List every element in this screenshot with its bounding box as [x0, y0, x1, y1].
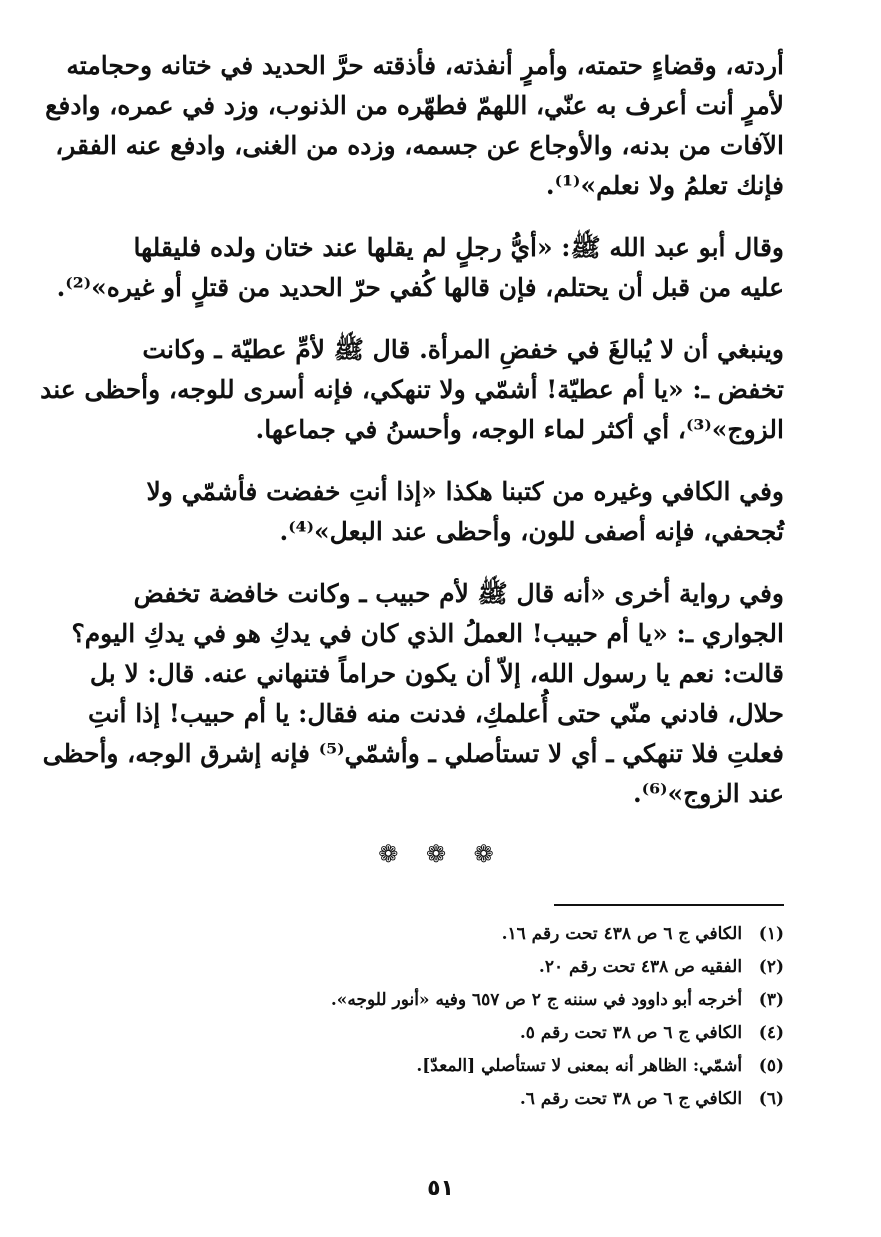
footnote-separator — [554, 904, 784, 906]
footnote-item — [98, 1050, 784, 1083]
text-line: حلال، فادني منّي حتى أُعلمكِ، فدنت منه فقال: يا أم حبيب! إذا أنتِ — [88, 699, 784, 728]
footnote-text: الكافي ج ٦ ص ٣٨ تحت رقم ٦. — [519, 1089, 743, 1109]
paragraph — [40, 330, 784, 450]
footnote-item — [98, 1083, 784, 1116]
text-line: الآفات من بدنه، والأوجاع عن جسمه، وزده من الغنى، وادفع عنه الفقر، — [55, 131, 784, 160]
text-line: أردته، وقضاءٍ حتمته، وأمرٍ أنفذته، فأذقته حرَّ الحديد في ختانه وحجامته — [66, 51, 784, 80]
footnote-number: (٢) — [758, 957, 784, 977]
footnote-number: (١) — [758, 924, 784, 944]
text-line: فعلتِ فلا تنهكي ـ أي لا تستأصلي ـ وأشمّي⁽⁵⁾ فإنه إشرق الوجه، وأحظى — [42, 739, 784, 768]
page-number: ٥١ — [427, 1176, 454, 1201]
footnotes-list — [98, 918, 784, 1116]
footnote-item — [98, 951, 784, 984]
footnote-text: الكافي ج ٦ ص ٣٨ تحت رقم ٥. — [519, 1023, 743, 1043]
paragraph — [45, 46, 784, 206]
text-line: عند الزوج»⁽⁶⁾. — [632, 779, 784, 808]
footnote-text: الكافي ج ٦ ص ٤٣٨ تحت رقم ١٦. — [501, 924, 743, 944]
footnote-item — [98, 1017, 784, 1050]
text-line: الزوج»⁽³⁾، أي أكثر لماء الوجه، وأحسنُ في جماعها. — [255, 415, 784, 444]
paragraph — [98, 472, 784, 552]
text-line: الجواري ـ: «يا أم حبيب! العملُ الذي كان في يدكِ هو في يدكِ اليوم؟ — [71, 619, 784, 648]
text-line: وقال أبو عبد الله ﷺ: «أيُّ رجلٍ لم يقلها عند ختان ولده فليقلها — [133, 233, 784, 262]
section-ornament: ❁ ❁ ❁ — [378, 840, 504, 868]
footnote-number: (٣) — [758, 990, 784, 1010]
page-body — [40, 46, 784, 1116]
paragraph — [56, 228, 784, 308]
text-line: عليه من قبل أن يحتلم، فإن قالها كُفي حرّ الحديد من قتلٍ أو غيره»⁽²⁾. — [56, 273, 784, 302]
main-text — [40, 46, 784, 814]
footnote-number: (٤) — [758, 1023, 784, 1043]
text-line: قالت: نعم يا رسول الله، إلاّ أن يكون حراماً فتنهاني عنه. قال: لا بل — [89, 659, 784, 688]
text-line: وفي رواية أخرى «أنه قال ﷺ لأم حبيب ـ وكانت خافضة تخفض — [133, 579, 784, 608]
footnote-text: أخرجه أبو داوود في سننه ج ٢ ص ٦٥٧ وفيه «أنور للوجه». — [330, 990, 743, 1010]
footnote-item — [98, 984, 784, 1017]
paragraph — [42, 574, 784, 814]
footnote-item — [98, 918, 784, 951]
text-line: فإنك تعلمُ ولا نعلم»⁽¹⁾. — [545, 171, 784, 200]
footnote-text: أشمّي: الظاهر أنه بمعنى لا تستأصلي [المعدّ]. — [416, 1056, 743, 1076]
text-line: وينبغي أن لا يُبالغَ في خفضِ المرأة. قال ﷺ لأمِّ عطيّة ـ وكانت — [142, 335, 784, 364]
footnote-number: (٦) — [758, 1089, 784, 1109]
text-line: لأمرٍ أنت أعرف به عنّي، اللهمّ فطهّره من الذنوب، وزد في عمره، وادفع — [45, 91, 784, 120]
footnote-number: (٥) — [758, 1056, 784, 1076]
text-line: تخفض ـ: «يا أم عطيّة! أشمّي ولا تنهكي، فإنه أسرى للوجه، وأحظى عند — [40, 375, 784, 404]
text-line: وفي الكافي وغيره من كتبنا هكذا «إذا أنتِ خفضت فأشمّي ولا — [146, 477, 784, 506]
text-line: تُجحفي، فإنه أصفى للون، وأحظى عند البعل»⁽⁴⁾. — [279, 517, 784, 546]
footnote-text: الفقيه ص ٤٣٨ تحت رقم ٢٠. — [538, 957, 743, 977]
